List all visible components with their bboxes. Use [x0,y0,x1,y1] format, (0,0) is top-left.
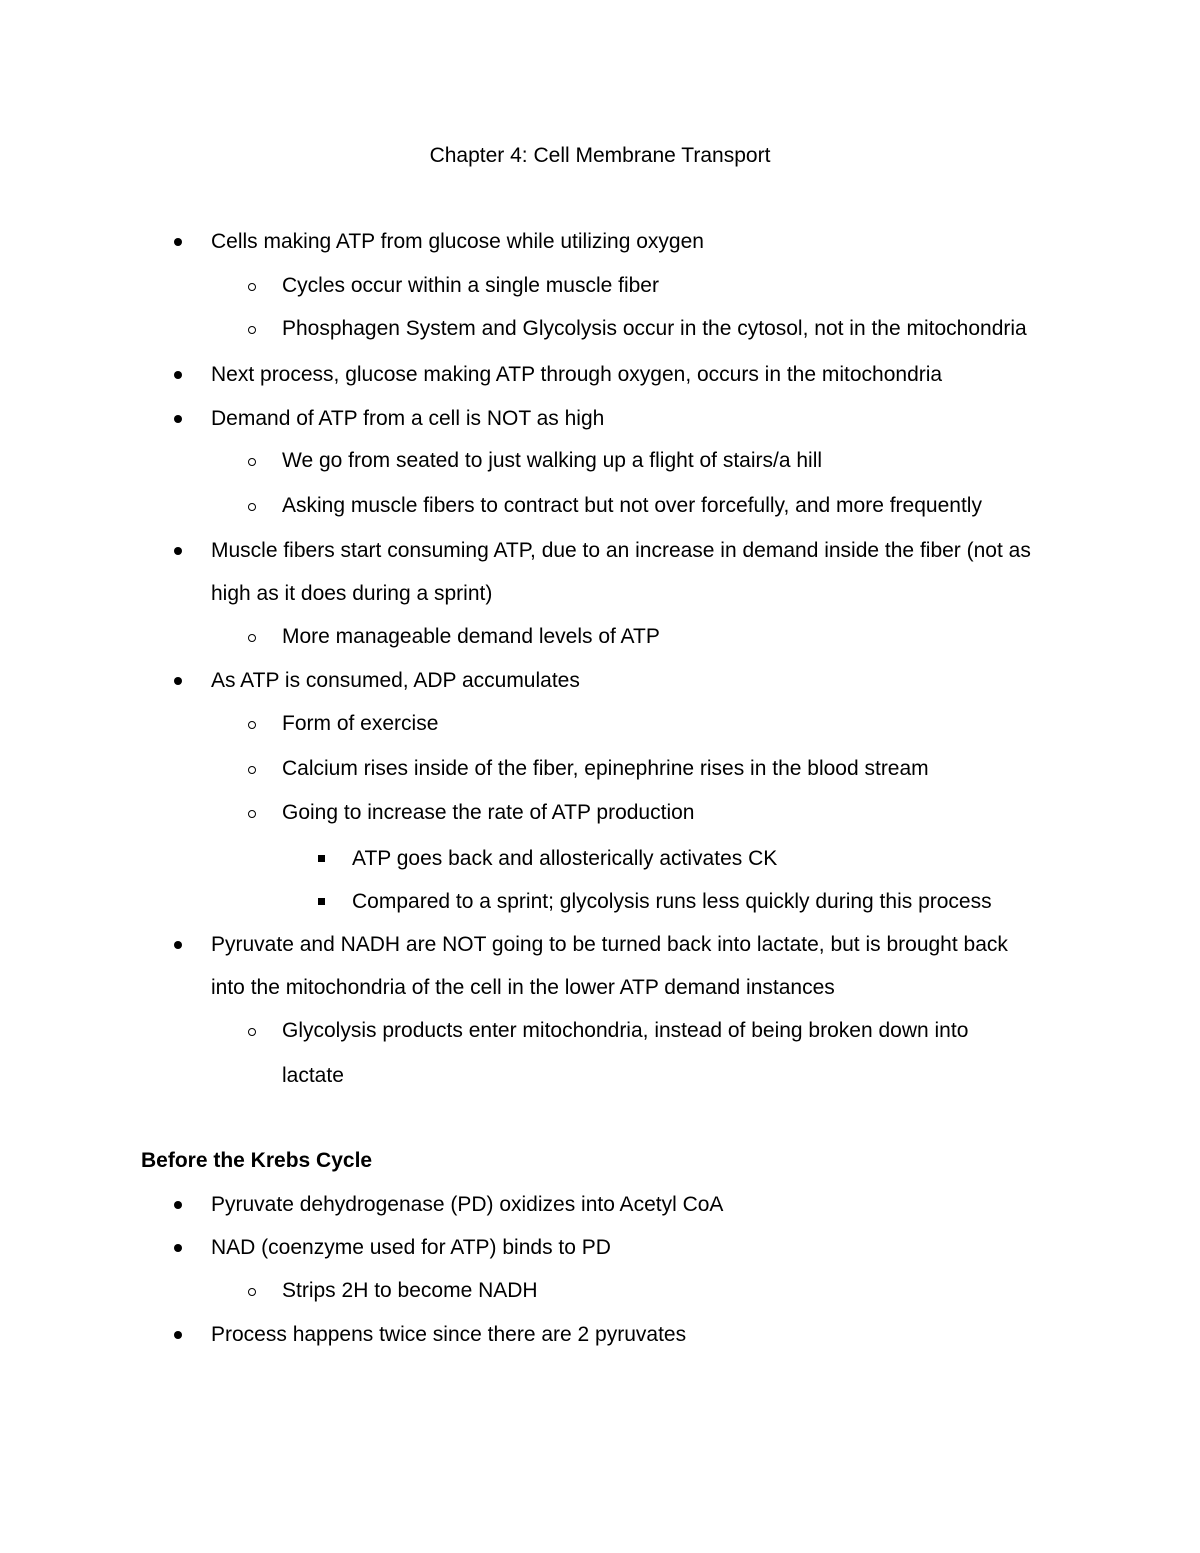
list-item: Compared to a sprint; glycolysis runs less quickly during this process [352,890,992,913]
bullet-circle-icon [248,721,256,729]
bullet-square-icon [318,898,325,905]
bullet-disc-icon [174,415,182,423]
bullet-circle-icon [248,1288,256,1296]
bullet-circle-icon [248,458,256,466]
bullet-disc-icon [174,1244,182,1252]
list-item: Demand of ATP from a cell is NOT as high [211,407,605,430]
bullet-circle-icon [248,1028,256,1036]
bullet-disc-icon [174,677,182,685]
list-item: Going to increase the rate of ATP production [282,801,695,824]
bullet-square-icon [318,855,325,862]
bullet-disc-icon [174,547,182,555]
list-item: NAD (coenzyme used for ATP) binds to PD [211,1236,611,1259]
list-item: ATP goes back and allosterically activates CK [352,847,778,870]
list-item-continuation: high as it does during a sprint) [211,582,493,605]
bullet-circle-icon [248,766,256,774]
list-item: Glycolysis products enter mitochondria, instead of being broken down into [282,1019,969,1042]
section-heading: Before the Krebs Cycle [141,1149,373,1172]
bullet-disc-icon [174,941,182,949]
list-item: Cells making ATP from glucose while utilizing oxygen [211,230,704,253]
list-item: More manageable demand levels of ATP [282,625,660,648]
bullet-disc-icon [174,1331,182,1339]
list-item: Pyruvate dehydrogenase (PD) oxidizes into Acetyl CoA [211,1193,724,1216]
list-item: Muscle fibers start consuming ATP, due to an increase in demand inside the fiber (not as [211,539,1031,562]
list-item: Form of exercise [282,712,439,735]
bullet-circle-icon [248,326,256,334]
bullet-circle-icon [248,503,256,511]
list-item: As ATP is consumed, ADP accumulates [211,669,580,692]
list-item: We go from seated to just walking up a flight of stairs/a hill [282,449,823,472]
list-item: Calcium rises inside of the fiber, epinephrine rises in the blood stream [282,757,929,780]
list-item: Next process, glucose making ATP through oxygen, occurs in the mitochondria [211,363,943,386]
list-item-continuation: lactate [282,1064,344,1087]
bullet-disc-icon [174,1201,182,1209]
bullet-circle-icon [248,810,256,818]
bullet-circle-icon [248,283,256,291]
bullet-circle-icon [248,634,256,642]
list-item: Asking muscle fibers to contract but not over forcefully, and more frequently [282,494,982,517]
list-item: Process happens twice since there are 2 pyruvates [211,1323,687,1346]
list-item: Phosphagen System and Glycolysis occur in the cytosol, not in the mitochondria [282,317,1027,340]
bullet-disc-icon [174,371,182,379]
list-item: Pyruvate and NADH are NOT going to be turned back into lactate, but is brought back [211,933,1008,956]
list-item-continuation: into the mitochondria of the cell in the lower ATP demand instances [211,976,835,999]
list-item: Strips 2H to become NADH [282,1279,538,1302]
page-title: Chapter 4: Cell Membrane Transport [429,144,771,167]
list-item: Cycles occur within a single muscle fiber [282,274,659,297]
bullet-disc-icon [174,238,182,246]
